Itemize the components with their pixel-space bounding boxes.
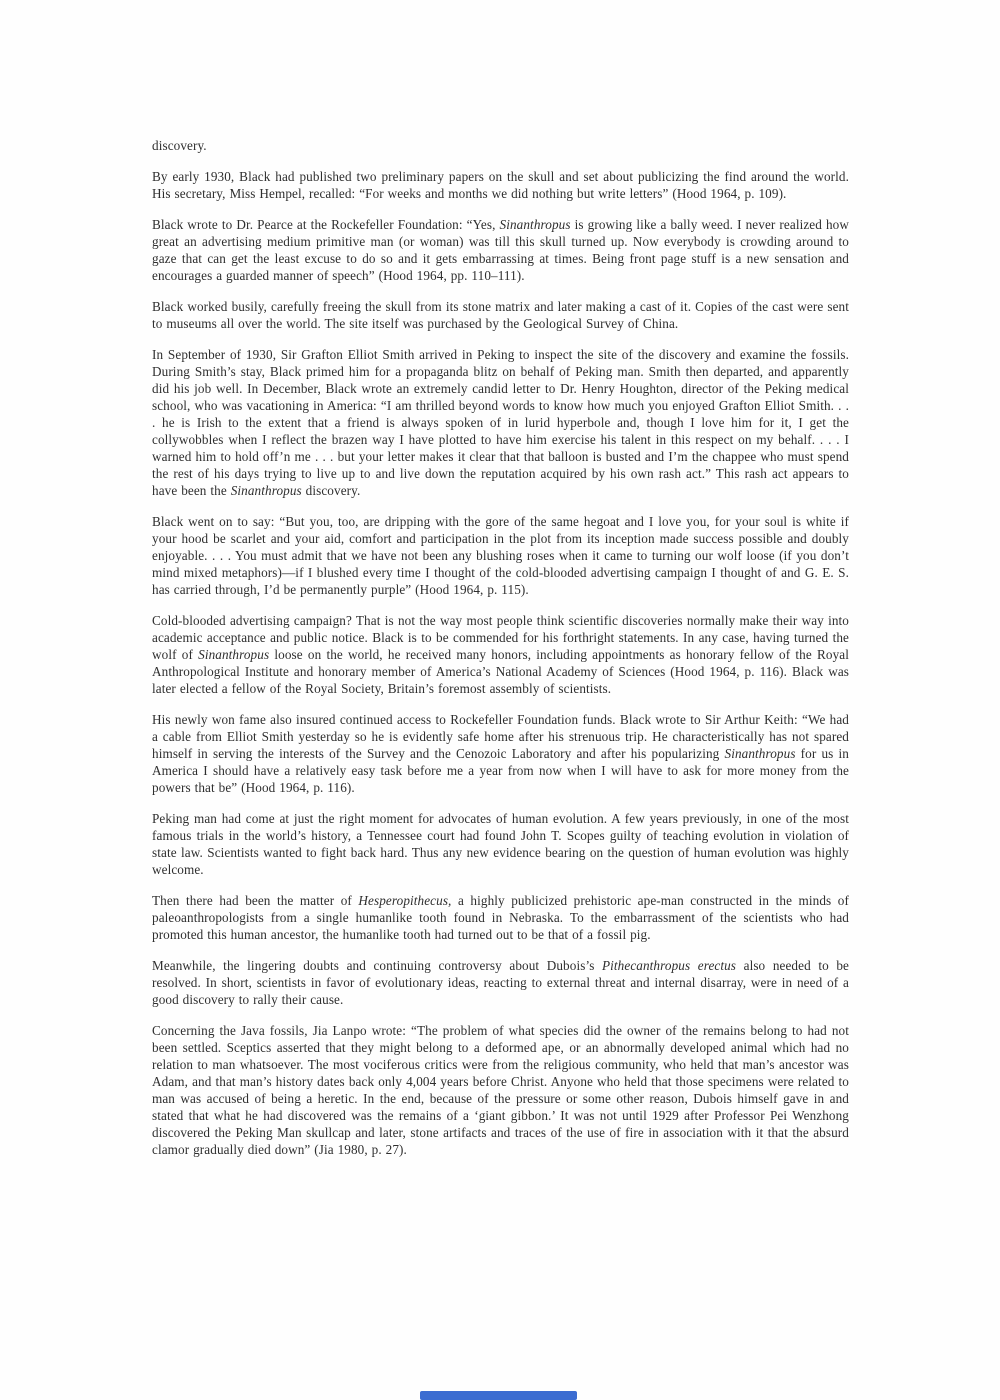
text-run: for us in America I should have a relatively easy task before me a year from now when I will have to ask for more money from the powers that be” (Hood 1964, p. 116).: [152, 746, 849, 795]
horizontal-scrollbar-thumb[interactable]: [420, 1391, 577, 1400]
italic-species-name: Pithecanthropus erectus: [602, 958, 737, 973]
paragraph: [152, 346, 849, 499]
paragraph: [152, 298, 849, 332]
paragraph: [152, 216, 849, 284]
italic-species-name: Sinanthropus: [724, 746, 796, 761]
text-run: Meanwhile, the lingering doubts and continuing controversy about Dubois’s: [152, 958, 602, 973]
text-run: Peking man had come at just the right moment for advocates of human evolution. A few years previously, in one of the most famous trials in the world’s history, a Tennessee court had found John T. Scopes guilty of teaching evolution in violation of state law. Scientists wanted to fight back hard. Thus any new evidence bearing on the question of human evolution was highly welcome.: [152, 811, 849, 877]
text-run: a highly publicized prehistoric ape-man constructed in the minds of paleoanthropologists from a single humanlike tooth found in Nebraska. To the embarrassment of the scientists who had promoted this human ancestor, the humanlike tooth had turned out to be that of a fossil pig.: [152, 893, 849, 942]
page-text: [152, 137, 849, 1158]
text-run: Then there had been the matter of: [152, 893, 359, 908]
paragraph: [152, 711, 849, 796]
italic-species-name: Hesperopithecus,: [358, 893, 452, 908]
text-run: Concerning the Java fossils, Jia Lanpo wrote: “The problem of what species did the owner of the remains belong to had not been settled. Sceptics asserted that they might belong to a deformed ape, or an abnormally developed animal which had no relation to man whatsoever. The most vociferous critics were from the religious community, who held that man’s ancestor was Adam, and that man’s history dates back only 4,004 years before Christ. Anyone who held that those specimens were related to man was accused of being a heretic. In the end, because of the pressure or some other reason, Dubois himself gave in and stated that what he had discovered was the remains of a ‘giant gibbon.’ It was not until 1929 after Professor Pei Wenzhong discovered the Peking Man skullcap and later, stone artifacts and traces of the use of fire in association with it that the absurd clamor gradually died down” (Jia 1980, p. 27).: [152, 1023, 849, 1157]
text-run: discovery.: [301, 483, 361, 498]
paragraph: [152, 892, 849, 943]
text-run: also needed to be resolved. In short, scientists in favor of evolutionary ideas, reacting to external threat and internal disarray, were in need of a good discovery to rally their cause.: [152, 958, 849, 1007]
paragraph: [152, 1022, 849, 1158]
text-run: Cold-blooded advertising campaign? That is not the way most people think scientific discoveries normally make their way into academic acceptance and public notice. Black is to be commended for his forthright statements. In any case, having turned the wolf of: [152, 613, 849, 662]
paragraph: [152, 957, 849, 1008]
paragraph: [152, 612, 849, 697]
italic-species-name: Sinanthropus: [230, 483, 302, 498]
italic-species-name: Sinanthropus: [198, 647, 270, 662]
paragraph: [152, 168, 849, 202]
text-run: Black wrote to Dr. Pearce at the Rockefeller Foundation: “Yes,: [152, 217, 500, 232]
text-run: By early 1930, Black had published two preliminary papers on the skull and set about publicizing the find around the world. His secretary, Miss Hempel, recalled: “For weeks and months we did nothing but write letters” (Hood 1964, p. 109).: [152, 169, 849, 201]
text-run: Black went on to say: “But you, too, are dripping with the gore of the same hegoat and I love you, for your soul is white if your hood be scarlet and your aid, comfort and participation in the plot from its inception made success possible and doubly enjoyable. . . . You must admit that we have not been any blushing roses when it came to turning our wolf loose (if you don’t mind mixed metaphors)—if I blushed every time I thought of the cold-blooded advertising campaign I thought of and G. E. S. has carried through, I’d be permanently purple” (Hood 1964, p. 115).: [152, 514, 849, 597]
text-run: His newly won fame also insured continued access to Rockefeller Foundation funds. Black wrote to Sir Arthur Keith: “We had a cable from Elliot Smith yesterday so he is evidently safe home after his strenuous trip. He characteristically has not spared himself in serving the interests of the Survey and the Cenozoic Laboratory and after his popularizing: [152, 712, 849, 761]
text-run: Black worked busily, carefully freeing the skull from its stone matrix and later making a cast of it. Copies of the cast were sent to museums all over the world. The site itself was purchased by the Geological Survey of China.: [152, 299, 849, 331]
italic-species-name: Sinanthropus: [499, 217, 571, 232]
paragraph: [152, 810, 849, 878]
text-run: loose on the world, he received many honors, including appointments as honorary fellow of the Royal Anthropological Institute and honorary member of America’s National Academy of Sciences (Hood 1964, p. 116). Black was later elected a fellow of the Royal Society, Britain’s foremost assembly of scientists.: [152, 647, 849, 696]
text-run: is growing like a bally weed. I never realized how great an advertising medium primitive man (or woman) was till this skull turned up. Now everybody is crowding around to gaze that can get the least excuse to do so and it gets embarrassing at times. Being front page stuff is a new sensation and encourages a guarded manner of speech” (Hood 1964, pp. 110–111).: [152, 217, 849, 283]
paragraph: [152, 137, 849, 154]
text-run: In September of 1930, Sir Grafton Elliot Smith arrived in Peking to inspect the site of the discovery and examine the fossils. During Smith’s stay, Black primed him for a propaganda blitz on behalf of Peking man. Smith then departed, and apparently did his job well. In December, Black wrote an extremely candid letter to Dr. Henry Houghton, director of the Peking medical school, who was vacationing in America: “I am thrilled beyond words to know how much you enjoyed Grafton Elliot Smith. . . . he is Irish to the extent that a friend is always spoken of in lurid hyperbole and, though I love him for it, I get the collywobbles when I reflect the brazen way I have plotted to have him exercise his talent in this respect on my behalf. . . . I warned him to hold off’n me . . . but your letter makes it clear that that balloon is busted and I’m the chappee who must spend the rest of his days trying to live up to and live down the reputation acquired by his own rash act.” This rash act appears to have been the: [152, 347, 849, 498]
text-run: discovery.: [152, 138, 207, 153]
paragraph: [152, 513, 849, 598]
